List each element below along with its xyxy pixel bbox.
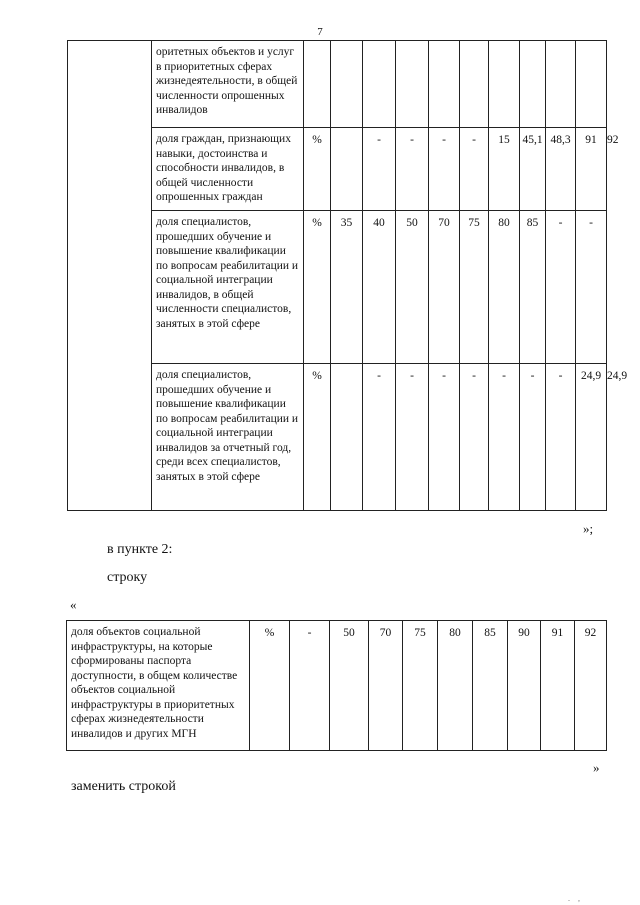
replaced-row-table: [66, 620, 607, 751]
paragraph-row: строку: [107, 570, 148, 585]
opening-quote: «: [70, 597, 77, 612]
value-cell: 15: [489, 128, 520, 211]
value-cell: [396, 41, 429, 128]
empty-section-cell: [68, 41, 152, 511]
value-cell: 35: [331, 211, 363, 364]
closing-quote: »;: [583, 521, 594, 536]
unit-cell: %: [250, 621, 290, 751]
value-cell: [331, 364, 363, 511]
value-cell: 85: [473, 621, 508, 751]
value-cell: -: [546, 211, 576, 364]
value-cell: 85: [520, 211, 546, 364]
value-cell: -: [460, 364, 489, 511]
value-cell: 24,9: [576, 364, 607, 511]
value-cell: 40: [363, 211, 396, 364]
value-cell: 50: [396, 211, 429, 364]
value-cell: 91: [576, 128, 607, 211]
value-cell: [520, 41, 546, 128]
value-cell: [576, 41, 607, 128]
closing-quote: »: [593, 760, 600, 775]
indicator-label: оритетных объектов и услуг в приоритетных сферах жизнедеятельности, в общей численности опрошенных инвалидов: [152, 41, 304, 128]
value-cell: -: [363, 128, 396, 211]
unit-cell: [304, 41, 331, 128]
indicators-table-continued: [67, 40, 628, 511]
paragraph-replace: заменить строкой: [71, 779, 176, 794]
unit-cell: %: [304, 211, 331, 364]
value-cell: 80: [489, 211, 520, 364]
indicator-label: доля специалистов, прошедших обучение и повышение квалификации по вопросам реабилитации и социальной интеграции инвалидов, в общей численности специалистов, занятых в этой сфере: [152, 211, 304, 364]
value-cell: 48,3: [546, 128, 576, 211]
value-cell: -: [520, 364, 546, 511]
value-cell: 75: [460, 211, 489, 364]
indicator-label: доля граждан, признающих навыки, достоинства и способности инвалидов, в общей численности опрошенных граждан: [152, 128, 304, 211]
paragraph-point-2: в пункте 2:: [107, 542, 173, 557]
value-cell: 50: [330, 621, 369, 751]
value-cell: 70: [429, 211, 460, 364]
value-cell: -: [460, 128, 489, 211]
indicator-label: доля объектов социальной инфраструктуры, на которые сформированы паспорта доступности, в общем количестве объектов социальной инфраструктуры в приоритетных сферах жизнедеятельности инвалидов и других МГН: [67, 621, 250, 751]
value-cell: 92: [575, 621, 607, 751]
table-row: доля граждан, признающих навыки, достоинства и способности инвалидов, в общей численности опрошенных граждан % - - - - 15 45,1 48,3 91 92: [68, 128, 607, 211]
indicator-label: доля специалистов, прошедших обучение и повышение квалификации по вопросам реабилитации и социальной интеграции инвалидов за отчетный год, среди всех специалистов, занятых в этой сфере: [152, 364, 304, 511]
unit-cell: %: [304, 128, 331, 211]
value-cell: 45,1: [520, 128, 546, 211]
value-cell: -: [576, 211, 607, 364]
table-row: [67, 621, 607, 751]
scan-marks: . ,: [568, 894, 583, 903]
value-cell: 91: [541, 621, 575, 751]
table-row: доля специалистов, прошедших обучение и повышение квалификации по вопросам реабилитации и социальной интеграции инвалидов за отчетный год, среди всех специалистов, занятых в этой сфере % - - - - - - - 24,9 24,9: [68, 364, 607, 511]
value-cell: 75: [403, 621, 438, 751]
value-cell: [331, 128, 363, 211]
value-cell: -: [429, 128, 460, 211]
value-cell: -: [363, 364, 396, 511]
value-cell: 90: [508, 621, 541, 751]
unit-cell: %: [304, 364, 331, 511]
value-cell: 70: [369, 621, 403, 751]
value-cell: -: [396, 364, 429, 511]
value-cell: -: [396, 128, 429, 211]
value-cell: -: [546, 364, 576, 511]
value-cell: -: [489, 364, 520, 511]
value-cell: [331, 41, 363, 128]
table-row: [68, 41, 607, 128]
value-cell: 80: [438, 621, 473, 751]
value-cell: [429, 41, 460, 128]
value-cell: -: [429, 364, 460, 511]
value-cell: [546, 41, 576, 128]
value-cell: [363, 41, 396, 128]
value-cell: [460, 41, 489, 128]
value-cell: -: [290, 621, 330, 751]
value-cell: [489, 41, 520, 128]
page-number: 7: [317, 26, 323, 38]
